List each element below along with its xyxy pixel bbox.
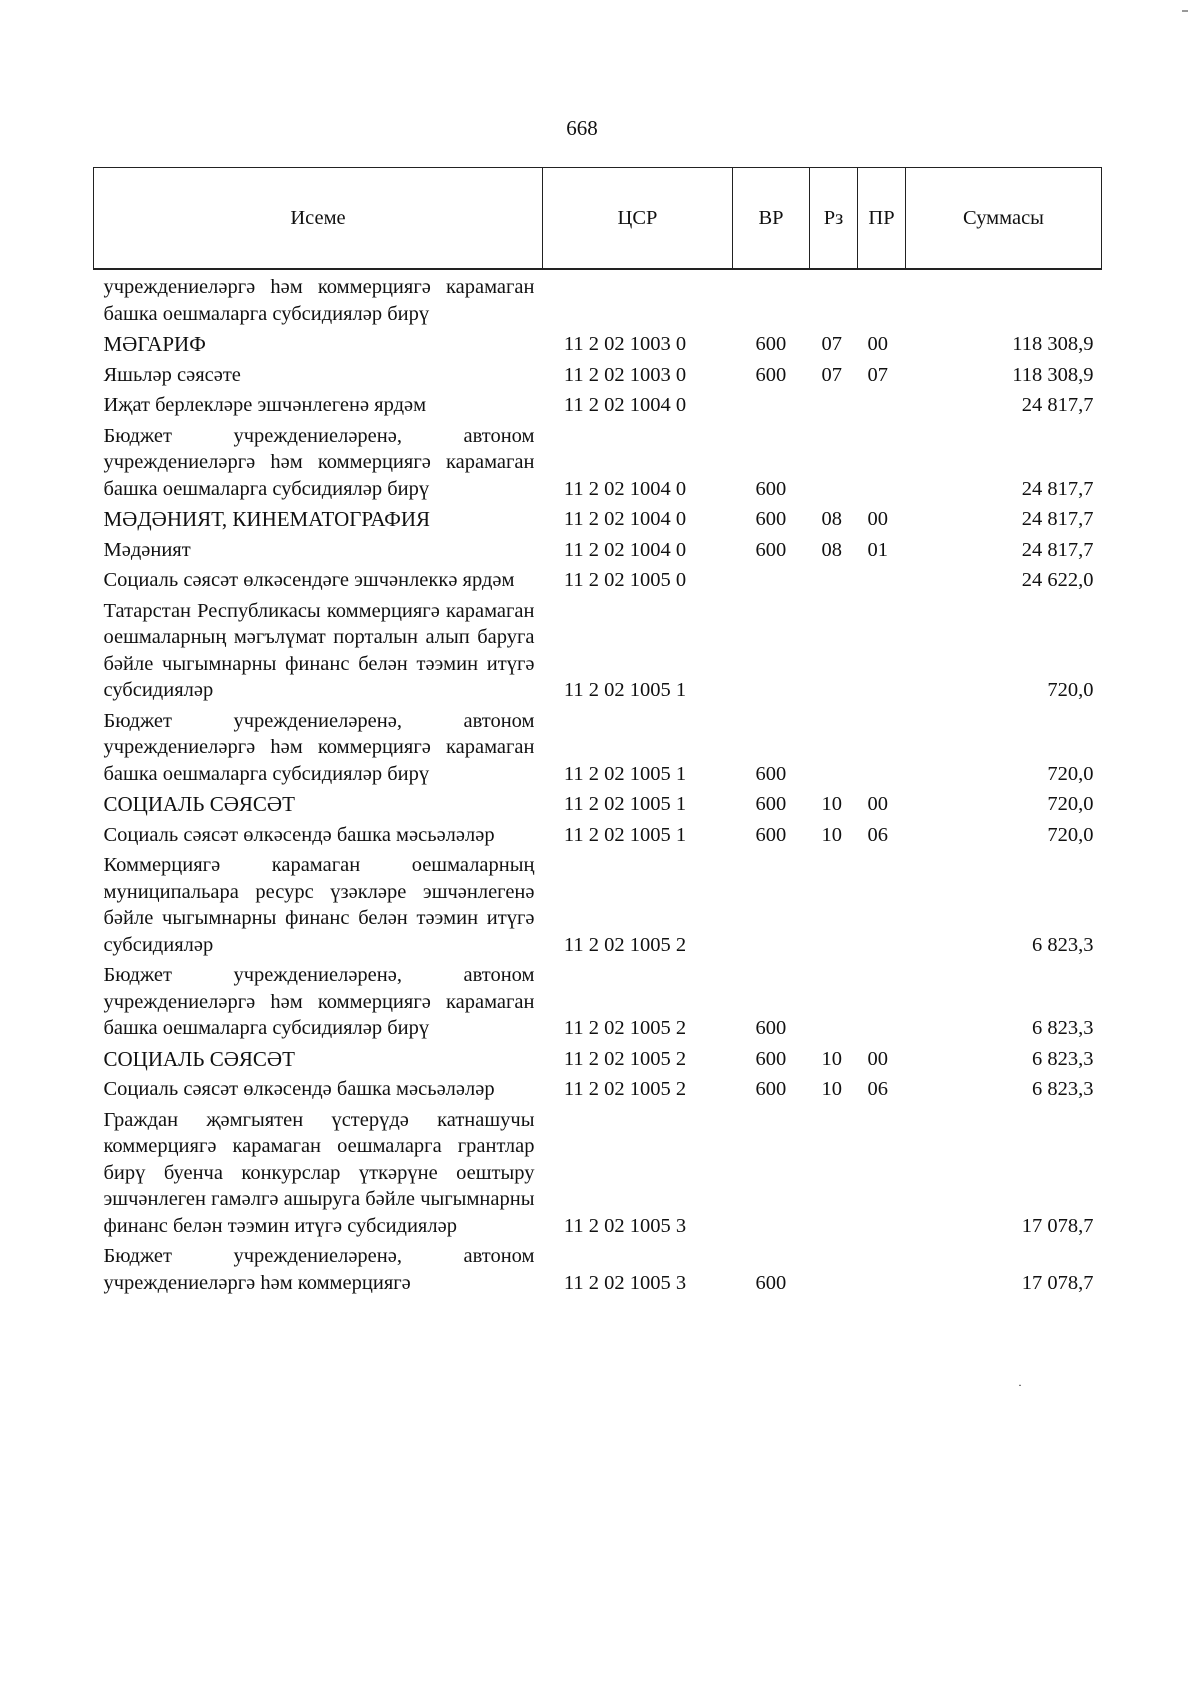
cell-name [94,1241,543,1298]
cell-csr: 11 2 02 1005 3 [563,1214,687,1237]
cell-sum: 24 817,7 [1021,508,1094,530]
cell-csr: 11 2 02 1005 2 [563,933,687,956]
cell-pr [858,850,906,960]
cell-rz: 08 [821,538,842,561]
cell-pr [858,390,906,421]
cell-vr: 600 [755,793,787,815]
table-row [94,1044,1102,1075]
table-row [94,535,1102,566]
cell-sum: 6 823,3 [1032,933,1094,956]
cell-rz: 08 [821,508,842,530]
cell-vr: 600 [755,823,787,846]
cell-csr: 11 2 02 1005 0 [563,569,687,591]
cell-pr: 07 [867,363,888,386]
cell-pr [858,706,906,790]
cell-name [94,960,543,1044]
cell-rz [810,1105,858,1242]
cell-name [94,1074,543,1105]
cell-csr [543,269,733,329]
table-row [94,1074,1102,1105]
cell-name [94,421,543,505]
row-name-text: Яшьләр сәясәте [103,363,241,386]
cell-csr: 11 2 02 1005 2 [563,1078,687,1100]
cell-name [94,1105,543,1242]
cell-vr: 600 [755,333,787,355]
stray-dot: · [1018,1378,1022,1392]
cell-name [94,706,543,790]
cell-sum: 24 817,7 [1021,477,1094,500]
cell-sum: 6 823,3 [1032,1047,1094,1070]
cell-sum: 720,0 [1047,793,1094,815]
row-name-text: Граждан җәмгыятен үстерүдә катнашучы коммерциягә карамаган оешмаларга грантлар бирү буенча конкурслар үткәрүне оештыру эшчәнлеген гамәлгә ашыруга бәйле чыгымнарны финанс белән тәэмин итүгә субсидияләр [103,1108,535,1237]
page-number: 668 [566,116,598,140]
cell-csr: 11 2 02 1005 2 [563,1017,687,1039]
row-name-text: Социаль сәясәт өлкәсендәге эшчәнлеккә ярдәм [103,569,515,591]
cell-vr: 600 [755,508,787,530]
cell-vr [733,390,810,421]
row-name-text: Социаль сәясәт өлкәсендә башка мәсьәләләр [103,1078,495,1100]
table-row [94,850,1102,960]
cell-rz: 07 [821,333,842,355]
header-name: Исеме [94,168,543,270]
cell-name [94,269,543,329]
cell-rz [810,850,858,960]
cell-csr: 11 2 02 1005 1 [563,823,687,846]
cell-rz: 07 [821,363,842,386]
cell-name [94,850,543,960]
cell-pr: 00 [867,508,888,530]
cell-rz [810,706,858,790]
cell-name [94,504,543,535]
cell-rz: 10 [821,793,842,815]
cell-vr [733,269,810,329]
cell-sum: 720,0 [1047,762,1094,785]
cell-rz: 10 [821,1078,842,1100]
budget-table-container [93,167,1101,1298]
table-row [94,390,1102,421]
cell-name [94,596,543,706]
cell-pr: 00 [867,793,888,815]
cell-sum: 118 308,9 [1012,333,1094,355]
header-sum: Суммасы [906,168,1102,270]
cell-csr: 11 2 02 1005 2 [563,1047,687,1070]
scan-mark [1182,10,1188,12]
row-name-text: Бюджет учреждениеләренә, автоном учреждениеләргә һәм коммерциягә карамаган башка оешмаларга субсидияләр бирү [103,709,535,785]
table-row [94,269,1102,329]
table-row [94,1241,1102,1298]
cell-csr: 11 2 02 1005 1 [563,762,687,785]
row-name-text: МӘГАРИФ [103,332,206,356]
table-row [94,565,1102,596]
header-csr: ЦСР [543,168,733,270]
row-name-text: Иҗат берлекләре эшчәнлегенә ярдәм [103,394,427,416]
table-row [94,960,1102,1044]
header-pr: ПР [858,168,906,270]
cell-name [94,820,543,851]
cell-rz: 10 [821,823,842,846]
cell-vr: 600 [755,1078,787,1100]
cell-vr [733,596,810,706]
cell-vr: 600 [755,1017,787,1039]
cell-vr [733,565,810,596]
row-name-text: Бюджет учреждениеләренә, автоном учреждениеләргә һәм коммерциягә карамаган башка оешмаларга субсидияләр бирү [103,424,535,500]
row-name-text: Мәдәният [103,538,191,561]
cell-sum: 6 823,3 [1032,1017,1094,1039]
cell-rz [810,565,858,596]
cell-sum: 24 817,7 [1021,538,1094,561]
row-name-text: МӘДӘНИЯТ, КИНЕМАТОГРАФИЯ [103,507,431,531]
cell-csr: 11 2 02 1005 1 [563,679,687,701]
row-name-text: Коммерциягә карамаган оешмаларның муниципальара ресурс үзәкләре эшчәнлегенә бәйле чыгымнарны финанс белән тәэмин итүгә субсидияләр [103,854,535,956]
cell-rz [810,421,858,505]
row-name-text: СОЦИАЛЬ СӘЯСӘТ [103,792,295,816]
cell-csr: 11 2 02 1003 0 [563,363,687,386]
cell-sum: 118 308,9 [1012,363,1094,386]
cell-csr: 11 2 02 1005 3 [563,1271,687,1294]
cell-name [94,789,543,820]
row-name-text: Социаль сәясәт өлкәсендә башка мәсьәләләр [103,823,495,846]
header-rz: Рз [810,168,858,270]
cell-pr: 06 [867,823,888,846]
row-name-text: учреждениеләргә һәм коммерциягә карамаган башка оешмаларга субсидияләр бирү [103,276,535,325]
cell-vr: 600 [755,1047,787,1070]
cell-csr: 11 2 02 1004 0 [563,508,687,530]
cell-pr [858,269,906,329]
cell-csr: 11 2 02 1004 0 [563,394,687,416]
cell-pr [858,421,906,505]
cell-pr [858,596,906,706]
cell-csr: 11 2 02 1005 1 [563,793,687,815]
cell-rz [810,1241,858,1298]
cell-sum: 720,0 [1047,679,1094,701]
cell-pr [858,565,906,596]
cell-sum: 24 817,7 [1021,394,1094,416]
cell-name [94,535,543,566]
budget-table [93,167,1102,1298]
cell-name [94,329,543,360]
cell-csr: 11 2 02 1003 0 [563,333,687,355]
cell-pr [858,960,906,1044]
table-row [94,706,1102,790]
cell-pr: 01 [867,538,888,561]
cell-vr [733,1105,810,1242]
cell-pr: 06 [867,1078,888,1100]
cell-sum: 17 078,7 [1021,1271,1094,1294]
table-row [94,789,1102,820]
cell-name [94,360,543,391]
row-name-text: Бюджет учреждениеләренә, автоном учреждениеләргә һәм коммерциягә [103,1245,535,1294]
cell-name [94,1044,543,1075]
cell-name [94,565,543,596]
cell-vr: 600 [755,1271,787,1294]
header-vr: ВР [733,168,810,270]
cell-pr [858,1105,906,1242]
table-row [94,596,1102,706]
cell-pr [858,1241,906,1298]
cell-pr: 00 [867,333,888,355]
cell-rz [810,596,858,706]
row-name-text: СОЦИАЛЬ СӘЯСӘТ [103,1046,295,1071]
cell-rz [810,390,858,421]
cell-rz: 10 [821,1047,842,1070]
cell-name [94,390,543,421]
cell-vr: 600 [755,538,787,561]
cell-csr: 11 2 02 1004 0 [563,538,687,561]
cell-vr: 600 [755,477,787,500]
table-row [94,820,1102,851]
table-body [94,269,1102,1298]
row-name-text: Татарстан Республикасы коммерциягә карамаган оешмаларның мәгълүмат порталын алып баруга бәйле чыгымнарны финанс белән тәэмин итүгә субсидияләр [103,599,535,701]
cell-sum [906,269,1102,329]
cell-vr: 600 [755,363,787,386]
cell-rz [810,269,858,329]
table-row [94,329,1102,360]
cell-csr: 11 2 02 1004 0 [563,477,687,500]
table-row [94,1105,1102,1242]
cell-sum: 720,0 [1047,823,1094,846]
cell-sum: 24 622,0 [1021,569,1094,591]
cell-vr [733,850,810,960]
cell-sum: 6 823,3 [1032,1078,1094,1100]
row-name-text: Бюджет учреждениеләренә, автоном учреждениеләргә һәм коммерциягә карамаган башка оешмаларга субсидияләр бирү [103,964,535,1039]
table-row [94,360,1102,391]
cell-pr: 00 [867,1047,888,1070]
table-header-row [94,168,1102,270]
table-row [94,421,1102,505]
cell-vr: 600 [755,762,787,785]
table-row [94,504,1102,535]
cell-rz [810,960,858,1044]
cell-sum: 17 078,7 [1021,1214,1094,1237]
